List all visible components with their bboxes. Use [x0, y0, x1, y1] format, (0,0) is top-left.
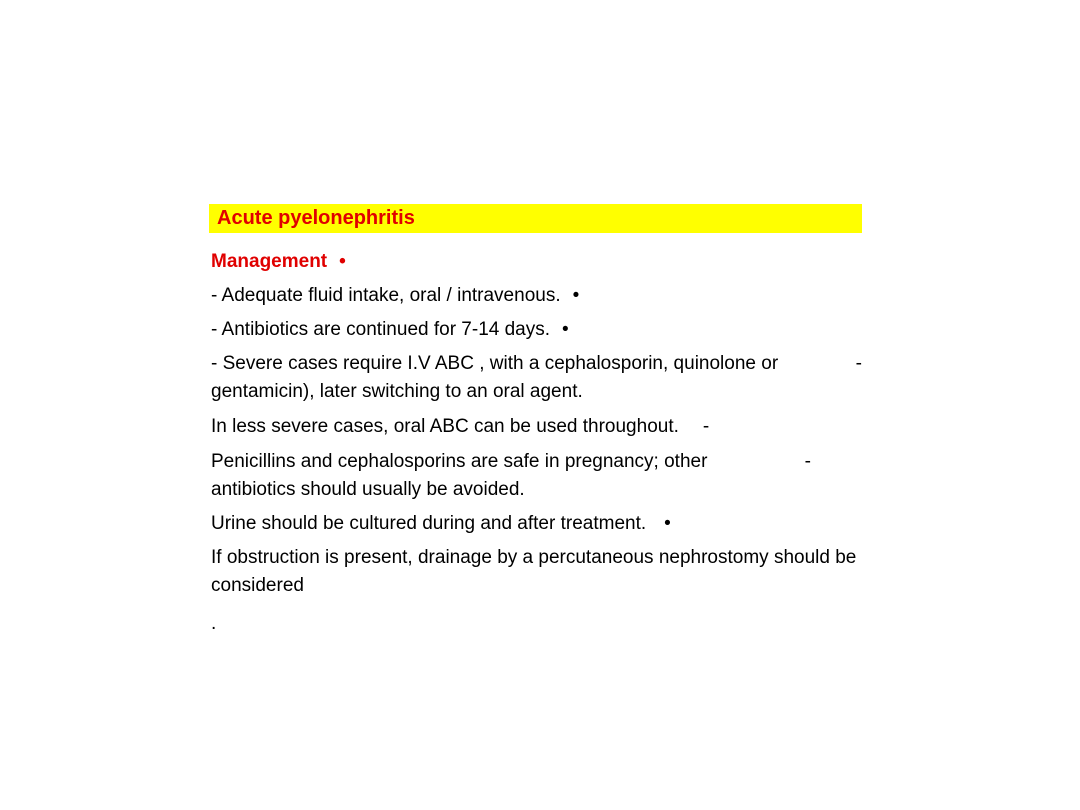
list-item	[211, 350, 862, 406]
list-item	[211, 510, 671, 538]
list-item	[211, 544, 862, 600]
list-item-text: Penicillins and cephalosporins are safe in pregnancy; other antibiotics should usually be avoided.	[211, 451, 708, 500]
list-item	[211, 316, 569, 344]
list-item-text: - Antibiotics are continued for 7-14 days.	[211, 319, 551, 340]
management-heading	[211, 248, 346, 276]
bullet-icon: •	[562, 319, 569, 340]
list-item-text: Urine should be cultured during and after treatment.	[211, 513, 647, 534]
list-item	[211, 282, 579, 310]
bullet-icon: •	[572, 285, 580, 306]
list-item	[211, 448, 811, 504]
dash-marker: -	[804, 451, 811, 472]
list-item-text: - Severe cases require I.V ABC , with a cephalosporin, quinolone or gentamicin), later switching to an oral agent.	[211, 353, 779, 402]
management-heading-text: Management	[211, 251, 328, 272]
list-item-text: .	[211, 613, 217, 634]
list-item	[211, 413, 709, 441]
slide-title: Acute pyelonephritis	[217, 207, 415, 229]
list-item	[211, 610, 216, 638]
bullet-icon: •	[664, 513, 671, 534]
dash-marker: -	[702, 416, 710, 437]
title-bar	[209, 204, 862, 233]
list-item-text: If obstruction is present, drainage by a percutaneous nephrostomy should be considered	[211, 547, 857, 596]
list-item-text: - Adequate fluid intake, oral / intravenous.	[211, 285, 561, 306]
list-item-text: In less severe cases, oral ABC can be used throughout.	[211, 416, 679, 437]
dash-marker: -	[855, 353, 862, 374]
bullet-icon: •	[339, 251, 346, 272]
